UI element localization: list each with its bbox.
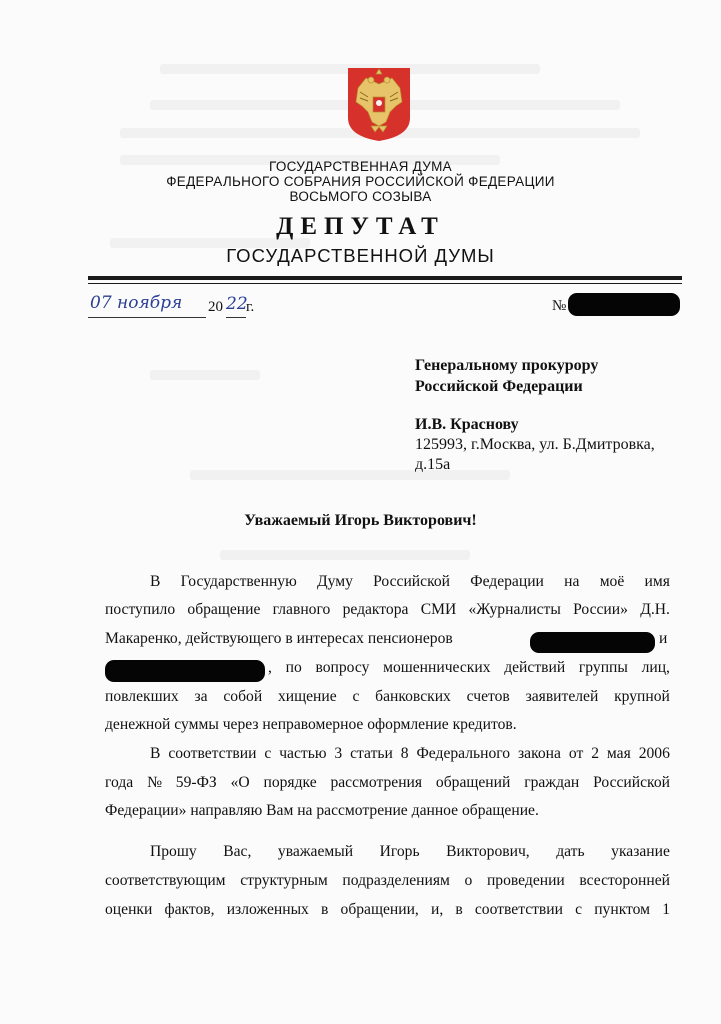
body-word: группы (578, 659, 628, 676)
convocation-line: ВОСЬМОГО СОЗЫВА (289, 189, 432, 204)
body-word: 3 (334, 745, 343, 762)
body-word: с (352, 688, 360, 705)
body-word: с (575, 901, 583, 918)
body-word: статьи (350, 745, 393, 762)
body-word: собой (223, 688, 263, 705)
document-date (88, 293, 258, 319)
body-word: Российской (593, 774, 670, 791)
body-word: России» (573, 601, 628, 618)
body-word: Викторович, (446, 843, 530, 860)
body-word: Вас, (223, 843, 252, 860)
deputy-subtitle: ГОСУДАРСТВЕННОЙ ДУМЫ (226, 245, 495, 266)
body-word: уважаемый (277, 843, 354, 860)
body-word: рассмотрения (330, 774, 423, 791)
recipient-address-line1: 125993, г.Москва, ул. Б.Дмитровка, (415, 436, 655, 453)
body-word: имя (644, 573, 670, 590)
body-word: В (150, 573, 161, 590)
body-word: года (105, 774, 134, 791)
body-word: «О (230, 774, 250, 791)
recipient-country: Российской Федерации (415, 378, 583, 395)
body-line (105, 872, 670, 890)
body-word: крупной (614, 688, 670, 705)
body-word: дать (556, 843, 585, 860)
body-word: счетов (466, 688, 510, 705)
body-word: поступило (105, 601, 176, 618)
body-word: мошеннических (383, 659, 491, 676)
body-line (150, 745, 670, 763)
outgoing-number-label: № (552, 298, 567, 314)
body-line-text: и (659, 630, 668, 647)
body-word: 8 (400, 745, 409, 762)
body-word: действий (504, 659, 566, 676)
body-word: Федерации (470, 573, 544, 590)
body-word: обращение (187, 601, 261, 618)
body-word: моё (599, 573, 625, 590)
date-underline (88, 317, 206, 318)
body-word: мая (606, 745, 631, 762)
body-line (105, 688, 670, 706)
year-suffix: г. (246, 299, 255, 315)
body-word: заявителей (525, 688, 599, 705)
body-word: и, (430, 901, 444, 918)
body-word: за (194, 688, 208, 705)
body-word: В (150, 745, 161, 762)
body-word: «Журналисты (468, 601, 561, 618)
assembly-name-line: ФЕДЕРАЛЬНОГО СОБРАНИЯ РОССИЙСКОЙ ФЕДЕРАЦИИ (166, 174, 555, 189)
body-word: лиц, (641, 659, 670, 676)
body-word: подразделениям (342, 872, 450, 889)
header-divider-thin (88, 283, 682, 284)
body-word: частью (279, 745, 327, 762)
date-handwritten: 07 ноября (90, 293, 183, 313)
year-prefix: 20 (208, 299, 223, 315)
body-word: вопросу (315, 659, 370, 676)
body-word: СМИ (420, 601, 457, 618)
body-word: Прошу (150, 843, 197, 860)
body-word: 59-ФЗ (175, 774, 217, 791)
body-word: оценки (105, 901, 153, 918)
body-line-text: Макаренко, действующего в интересах пенсионеров (105, 630, 453, 647)
body-word: соответствии (168, 745, 257, 762)
body-word: пунктом (594, 901, 651, 918)
parliament-name-line: ГОСУДАРСТВЕННАЯ ДУМА (268, 159, 452, 174)
body-word: повлекших (105, 688, 179, 705)
deputy-title: ДЕПУТАТ (276, 213, 445, 240)
body-word: всесторонней (579, 872, 670, 889)
body-word: в (455, 901, 463, 918)
body-line-text: Федерации» направляю Вам на рассмотрение данное обращение. (105, 802, 539, 819)
body-word: с (264, 745, 272, 762)
body-line (150, 843, 670, 861)
redacted-outgoing-number (568, 293, 680, 316)
header-divider-thick (88, 276, 682, 280)
russian-coat-of-arms-icon (346, 66, 412, 142)
body-word: соответствии (474, 901, 563, 918)
recipient-name: И.В. Краснову (415, 416, 519, 433)
body-word: на (564, 573, 580, 590)
body-word: редактора (342, 601, 409, 618)
body-word: структурным (240, 872, 328, 889)
body-word: по (285, 659, 302, 676)
body-word: Д.Н. (640, 601, 670, 618)
body-word: от (568, 745, 584, 762)
body-word: Думу (316, 573, 353, 590)
body-word: порядке (263, 774, 317, 791)
body-line (105, 901, 670, 919)
body-word: Государственную (180, 573, 297, 590)
body-word: обращении, (340, 901, 419, 918)
recipient-address-line2: д.15а (415, 456, 451, 473)
body-word: 2 (591, 745, 599, 762)
body-line (105, 802, 670, 820)
body-word: указание (611, 843, 670, 860)
body-word: проведении (486, 872, 565, 889)
year-handwritten: 22 (226, 294, 248, 314)
body-word: закона (518, 745, 561, 762)
body-line (150, 573, 670, 591)
year-underline (226, 317, 246, 318)
body-word: о (464, 872, 473, 889)
body-word: , (268, 659, 272, 676)
body-word: Игорь (379, 843, 420, 860)
redacted-pensioner-name-1 (530, 632, 655, 653)
body-word: изложенных (226, 901, 309, 918)
body-word: хищение (277, 688, 337, 705)
recipient-title: Генеральному прокурору (415, 357, 599, 374)
body-word: главного (272, 601, 331, 618)
body-word: 2006 (638, 745, 670, 762)
body-word: соответствующим (105, 872, 226, 889)
body-word: Федерального (416, 745, 511, 762)
body-word: фактов, (164, 901, 215, 918)
body-line (105, 601, 670, 619)
salutation: Уважаемый Игорь Викторович! (244, 512, 477, 529)
body-word: обращений (435, 774, 511, 791)
body-word: Российской (373, 573, 450, 590)
body-word: 1 (662, 901, 670, 918)
body-word: граждан (524, 774, 580, 791)
body-line (105, 716, 670, 734)
body-word: в (321, 901, 329, 918)
body-line (268, 659, 670, 677)
body-line (105, 774, 670, 792)
body-word: банковских (375, 688, 451, 705)
body-word: № (147, 774, 162, 791)
body-line-text: денежной суммы через неправомерное оформление кредитов. (105, 716, 517, 733)
redacted-pensioner-name-2 (105, 660, 265, 682)
